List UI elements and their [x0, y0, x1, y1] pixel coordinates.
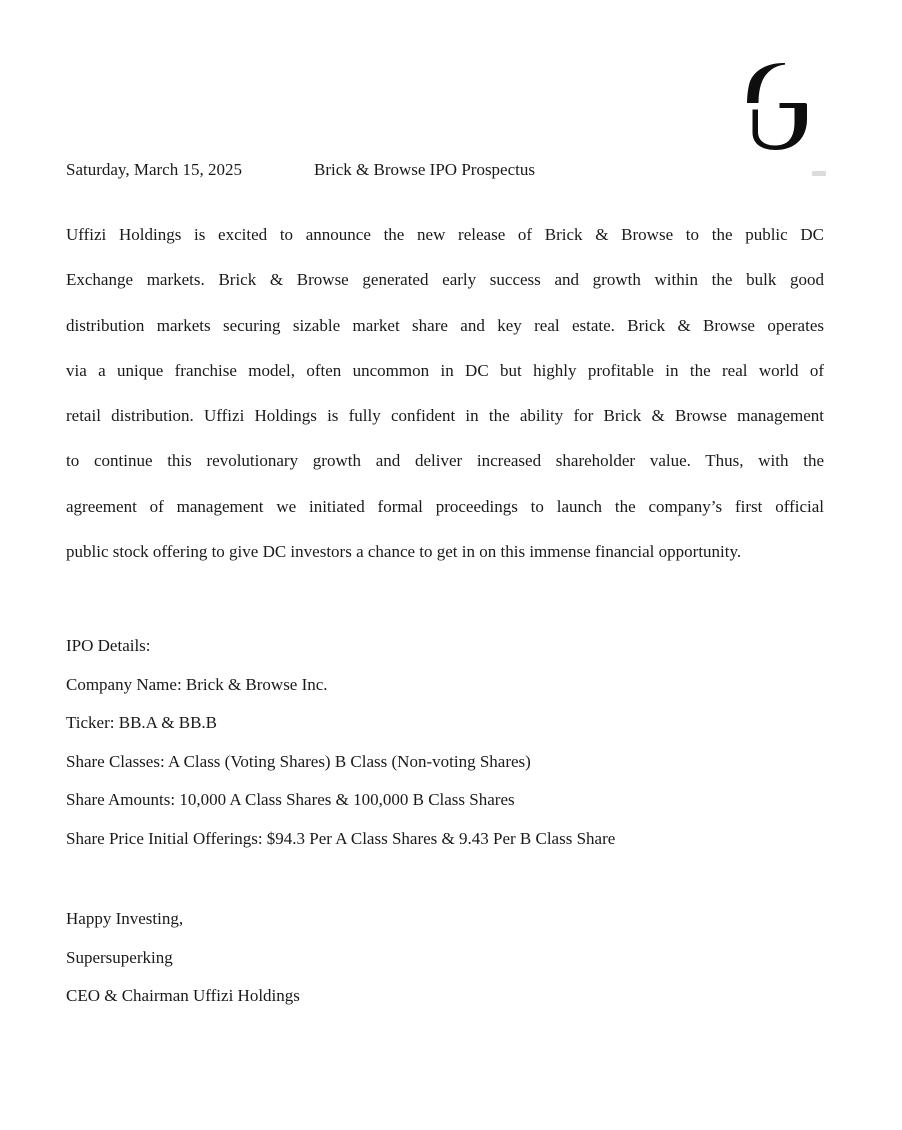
body-paragraph — [66, 212, 824, 574]
ipo-details-section — [66, 627, 824, 859]
body-line: retail distribution. Uffizi Holdings is fully confident in the ability for Brick & Browse management — [66, 406, 824, 426]
ipo-detail-item: Ticker: BB.A & BB.B — [66, 713, 217, 733]
body-line: distribution markets securing sizable market share and key real estate. Brick & Browse operates — [66, 315, 824, 335]
body-line: public stock offering to give DC investors a chance to get in on this immense financial opportunity. — [66, 542, 742, 562]
document-title: Brick & Browse IPO Prospectus — [314, 160, 535, 179]
ipo-detail-item: Share Price Initial Offerings: $94.3 Per A Class Shares & 9.43 Per B Class Share — [66, 828, 616, 848]
body-line: Uffizi Holdings is excited to announce the new release of Brick & Browse to the public DC — [66, 225, 824, 244]
uffizi-monogram-icon — [746, 62, 807, 150]
signature-block — [66, 900, 824, 1016]
body-line: agreement of management we initiated formal proceedings to launch the company’s first official — [66, 496, 824, 516]
ipo-detail-item: Share Amounts: 10,000 A Class Shares & 100,000 B Class Shares — [66, 790, 515, 810]
signature-name: Supersuperking — [66, 947, 173, 967]
document-header — [66, 159, 824, 181]
company-logo — [746, 62, 807, 150]
ipo-detail-item: Share Classes: A Class (Voting Shares) B Class (Non-voting Shares) — [66, 751, 531, 771]
body-line: Exchange markets. Brick & Browse generated early success and growth within the bulk good — [66, 270, 824, 290]
document-date: Saturday, March 15, 2025 — [66, 160, 242, 179]
ipo-detail-item: Company Name: Brick & Browse Inc. — [66, 674, 328, 694]
ipo-details-heading: IPO Details: — [66, 636, 151, 655]
body-line: to continue this revolutionary growth and deliver increased shareholder value. Thus, with the — [66, 451, 824, 471]
signature-closing: Happy Investing, — [66, 909, 184, 928]
body-line: via a unique franchise model, often uncommon in DC but highly profitable in the real world of — [66, 360, 824, 380]
signature-title: CEO & Chairman Uffizi Holdings — [66, 986, 300, 1006]
